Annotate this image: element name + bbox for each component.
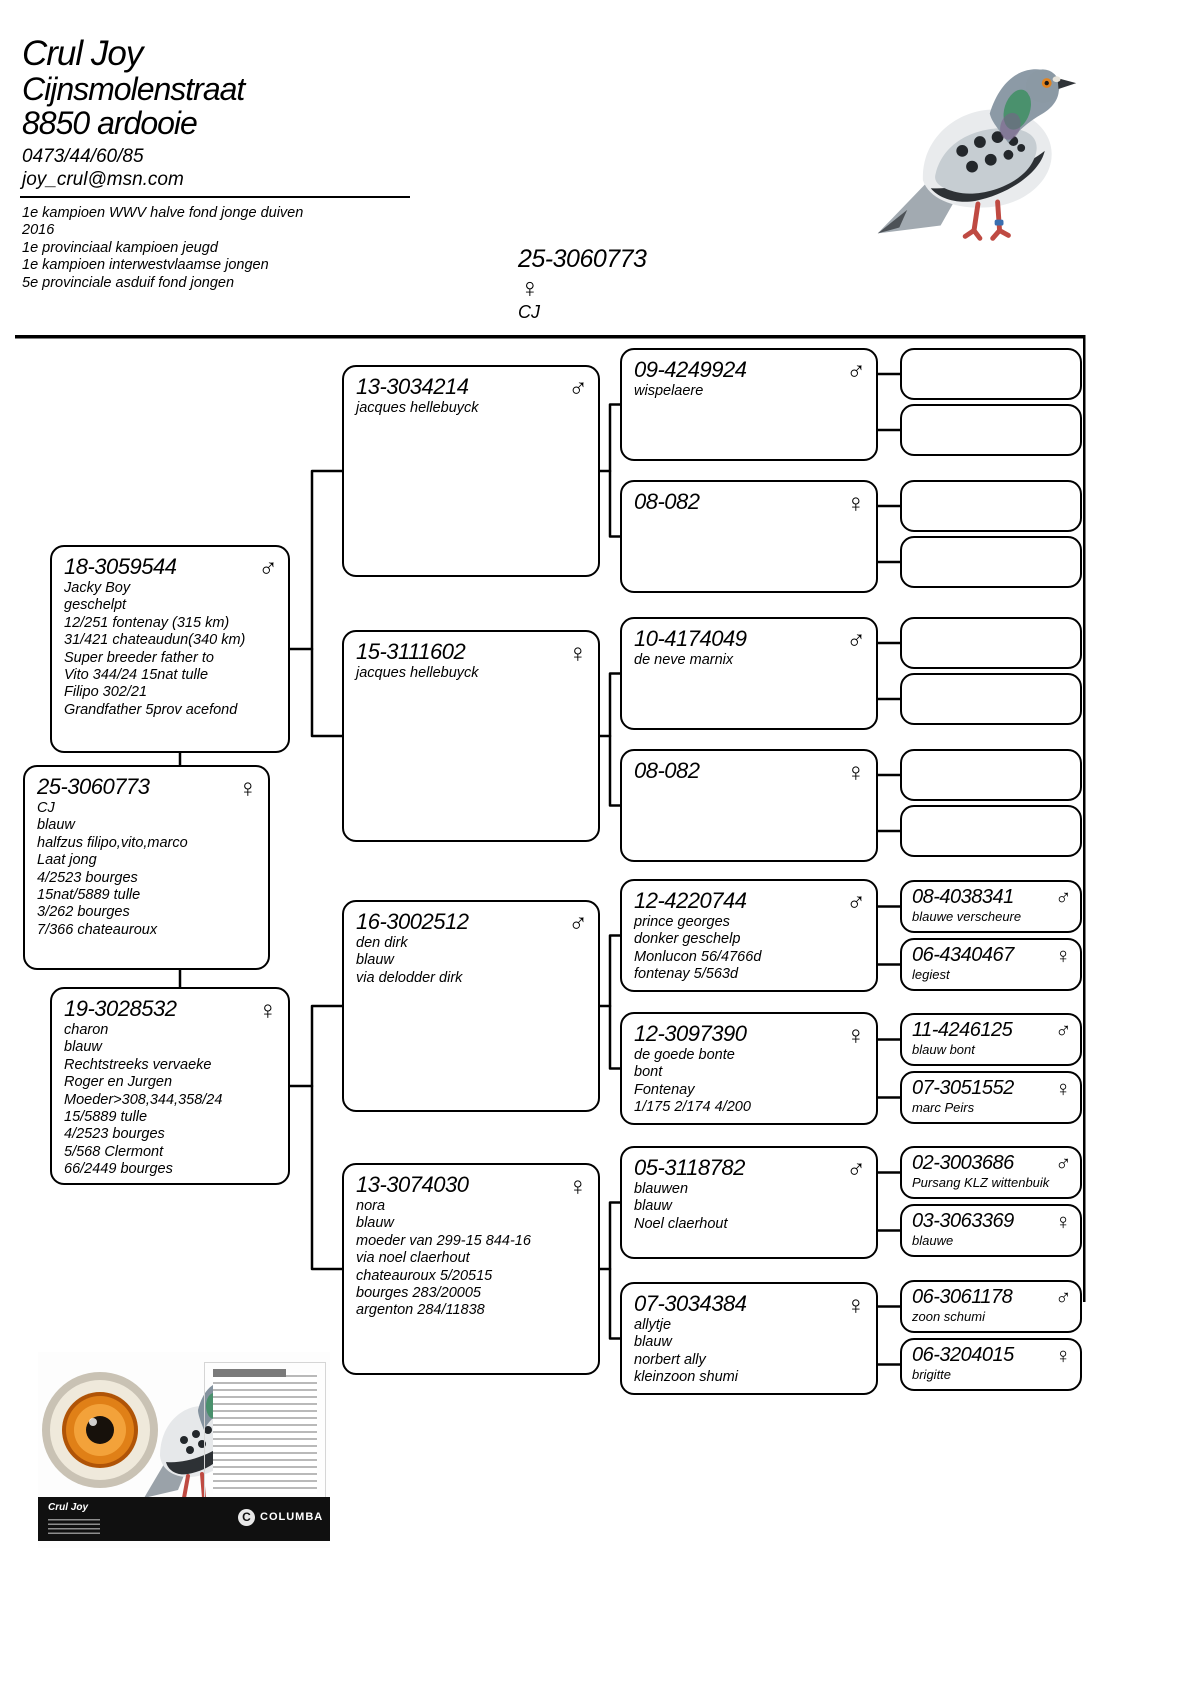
detail-line: fontenay 5/563d xyxy=(634,966,739,983)
ring-number: 13-3074030 xyxy=(356,1172,469,1197)
female-icon: ♀ xyxy=(844,1290,864,1320)
loft-name: Crul Joy xyxy=(22,34,143,73)
detail-line: blauw bont xyxy=(912,1042,975,1057)
ring-number: 08-082 xyxy=(634,758,700,783)
detail-line: 15/5889 tulle xyxy=(64,1109,148,1126)
male-icon: ♂ xyxy=(566,908,586,938)
detail-line: allytje xyxy=(634,1317,672,1333)
detail-line: nora xyxy=(356,1198,386,1214)
detail-line: chateauroux 5/20515 xyxy=(356,1267,493,1284)
male-icon: ♂ xyxy=(1053,885,1070,910)
detail-line: Pursang KLZ wittenbuik xyxy=(912,1175,1050,1190)
mini-card-title-bar xyxy=(213,1369,286,1377)
header-divider xyxy=(20,196,410,198)
detail-line: Vito 344/24 15nat tulle xyxy=(64,667,209,684)
detail-line: donker geschelp xyxy=(634,931,741,948)
pedigree-box-07-3034384 xyxy=(620,1282,878,1395)
detail-line: 66/2449 bourges xyxy=(64,1161,173,1178)
ring-number: 16-3002512 xyxy=(356,909,469,934)
empty-ancestor-box xyxy=(900,480,1082,532)
detail-line: Grandfather 5prov acefond xyxy=(64,701,238,718)
detail-line: geschelpt xyxy=(64,597,127,614)
ring-number: 19-3028532 xyxy=(64,996,177,1021)
detail-line: 4/2523 bourges xyxy=(37,869,138,886)
ring-number: 08-4038341 xyxy=(912,886,1014,908)
pedigree-box-03-3063369 xyxy=(900,1204,1082,1257)
pedigree-box-07-3051552 xyxy=(900,1071,1082,1124)
pedigree-box-06-4340467 xyxy=(900,938,1082,991)
detail-line: Super breeder father to xyxy=(64,649,214,666)
detail-line: 12/251 fontenay (315 km) xyxy=(64,614,230,631)
detail-line: 4/2523 bourges xyxy=(64,1126,165,1143)
detail-line: blauw xyxy=(64,1039,102,1056)
ring-number: 07-3051552 xyxy=(912,1077,1014,1099)
pedigree-box-06-3204015 xyxy=(900,1338,1082,1391)
female-icon: ♀ xyxy=(1053,1209,1070,1234)
female-icon: ♀ xyxy=(236,773,256,803)
phone-number: 0473/44/60/85 xyxy=(22,146,144,167)
detail-line: charon xyxy=(64,1022,109,1038)
ring-number: 07-3034384 xyxy=(634,1291,747,1316)
detail-line: Noel claerhout xyxy=(634,1215,728,1232)
collage-banner xyxy=(38,1497,330,1541)
detail-line: blauw xyxy=(37,817,75,834)
detail-line: via delodder dirk xyxy=(356,969,463,986)
female-icon: ♀ xyxy=(566,638,586,668)
detail-line: legiest xyxy=(912,967,950,982)
ring-number: 06-3061178 xyxy=(912,1286,1013,1308)
right-edge-rule xyxy=(1083,335,1086,1302)
empty-ancestor-box xyxy=(900,348,1082,400)
female-icon: ♀ xyxy=(844,488,864,518)
empty-ancestor-box xyxy=(900,749,1082,801)
detail-line: bourges 283/20005 xyxy=(356,1285,481,1302)
detail-line: Monlucon 56/4766d xyxy=(634,948,762,965)
detail-line: 1/175 2/174 4/200 xyxy=(634,1099,751,1116)
detail-line: Filipo 302/21 xyxy=(64,684,148,701)
banner-fine-print xyxy=(48,1516,100,1534)
pedigree-box-16-3002512 xyxy=(342,900,600,1112)
ring-number: 13-3034214 xyxy=(356,374,469,399)
pedigree-box-13-3034214 xyxy=(342,365,600,577)
detail-line: de goede bonte xyxy=(634,1047,735,1063)
detail-line: 7/366 chateauroux xyxy=(37,921,158,938)
ring-number: 12-3097390 xyxy=(634,1021,747,1046)
pedigree-box-12-4220744 xyxy=(620,879,878,992)
empty-ancestor-box xyxy=(900,536,1082,588)
ring-number: 03-3063369 xyxy=(912,1210,1014,1232)
ring-number: 18-3059544 xyxy=(64,554,177,579)
pedigree-box-19-3028532 xyxy=(50,987,290,1185)
male-icon: ♂ xyxy=(844,356,864,386)
pedigree-box-25-3060773 xyxy=(23,765,270,970)
detail-line: blauwen xyxy=(634,1181,689,1197)
detail-line: zoon schumi xyxy=(912,1309,985,1324)
detail-line: 15nat/5889 tulle xyxy=(37,887,141,904)
ring-number: 06-4340467 xyxy=(912,944,1014,966)
detail-line: 3/262 bourges xyxy=(37,904,130,921)
pedigree-box-18-3059544 xyxy=(50,545,290,753)
pedigree-box-05-3118782 xyxy=(620,1146,878,1259)
email-address: joy_crul@msn.com xyxy=(22,169,184,190)
detail-line: 1e kampioen WWV halve fond jonge duiven xyxy=(22,205,304,221)
female-icon: ♀ xyxy=(844,1020,864,1050)
ring-number: 10-4174049 xyxy=(634,626,747,651)
main-divider xyxy=(15,335,1085,339)
detail-line: Rechtstreeks vervaeke xyxy=(64,1056,212,1073)
address-city: 8850 ardooie xyxy=(22,105,197,141)
detail-line: den dirk xyxy=(356,935,408,951)
detail-line: blauwe xyxy=(912,1233,954,1248)
detail-line: jacques hellebuyck xyxy=(356,665,479,681)
male-icon: ♂ xyxy=(1053,1151,1070,1176)
detail-line: blauw xyxy=(634,1198,672,1215)
detail-line: Laat jong xyxy=(37,852,97,869)
columba-logo-text: COLUMBA xyxy=(260,1511,324,1523)
detail-line: Roger en Jurgen xyxy=(64,1074,173,1091)
photo-collage xyxy=(38,1352,330,1548)
ring-number: 11-4246125 xyxy=(912,1019,1013,1041)
male-icon: ♂ xyxy=(1053,1018,1070,1043)
empty-ancestor-box xyxy=(900,617,1082,669)
detail-line: jacques hellebuyck xyxy=(356,400,479,416)
empty-ancestor-box xyxy=(900,404,1082,456)
ring-number: 25-3060773 xyxy=(37,774,150,799)
ring-number: 02-3003686 xyxy=(912,1152,1014,1174)
ring-number: 12-4220744 xyxy=(634,888,747,913)
detail-line: CJ xyxy=(37,800,55,816)
pedigree-box-08-4038341 xyxy=(900,880,1082,933)
male-icon: ♂ xyxy=(844,887,864,917)
detail-line: 1e provinciaal kampioen jeugd xyxy=(22,239,218,256)
pedigree-box-11-4246125 xyxy=(900,1013,1082,1066)
detail-line: 1e kampioen interwestvlaamse jongen xyxy=(22,257,269,274)
detail-line: argenton 284/11838 xyxy=(356,1302,485,1319)
detail-line: Moeder>308,344,358/24 xyxy=(64,1091,223,1108)
detail-line: 2016 xyxy=(22,222,55,239)
detail-line: Jacky Boy xyxy=(64,580,131,596)
columba-logo-icon: C xyxy=(238,1509,255,1526)
detail-line: moeder van 299-15 844-16 xyxy=(356,1232,531,1249)
subject-title xyxy=(518,245,646,323)
subject-name: CJ xyxy=(518,302,540,322)
detail-line: 31/421 chateaudun(340 km) xyxy=(64,632,246,649)
banner-loft-name: Crul Joy xyxy=(48,1502,89,1513)
detail-line: via noel claerhout xyxy=(356,1250,470,1267)
detail-line: bont xyxy=(634,1064,663,1081)
ring-number: 15-3111602 xyxy=(356,639,466,664)
detail-line: marc Peirs xyxy=(912,1100,975,1115)
ring-number: 09-4249924 xyxy=(634,357,747,382)
address-street: Cijnsmolenstraat xyxy=(22,71,245,107)
female-icon: ♀ xyxy=(1053,1076,1070,1101)
detail-line: kleinzoon shumi xyxy=(634,1369,738,1386)
pedigree-box-15-3111602 xyxy=(342,630,600,842)
pedigree-box-02-3003686 xyxy=(900,1146,1082,1199)
empty-ancestor-box xyxy=(900,805,1082,857)
detail-line: blauw xyxy=(356,1215,394,1232)
pedigree-box-06-3061178 xyxy=(900,1280,1082,1333)
mini-pedigree-card xyxy=(204,1362,326,1504)
pedigree-box-08-082-a xyxy=(620,480,878,593)
pedigree-box-12-3097390 xyxy=(620,1012,878,1125)
detail-line: brigitte xyxy=(912,1367,952,1382)
achievements-list xyxy=(22,205,303,292)
ring-number: 08-082 xyxy=(634,489,700,514)
male-icon: ♂ xyxy=(566,373,586,403)
empty-ancestor-box xyxy=(900,673,1082,725)
subject-ring-number: 25-3060773 xyxy=(518,245,647,273)
detail-line: 5/568 Clermont xyxy=(64,1143,164,1160)
pedigree-box-09-4249924 xyxy=(620,348,878,461)
female-icon: ♀ xyxy=(518,273,539,303)
detail-line: blauw xyxy=(356,952,394,969)
detail-line: blauw xyxy=(634,1334,672,1351)
ring-number: 06-3204015 xyxy=(912,1344,1014,1366)
detail-line: blauwe verscheure xyxy=(912,909,1022,924)
detail-line: de neve marnix xyxy=(634,652,734,668)
detail-line: 5e provinciale asduif fond jongen xyxy=(22,274,235,291)
detail-line: halfzus filipo,vito,marco xyxy=(37,834,188,851)
male-icon: ♂ xyxy=(1053,1285,1070,1310)
pedigree-box-08-082-b xyxy=(620,749,878,862)
pedigree-box-10-4174049 xyxy=(620,617,878,730)
pigeon-photo xyxy=(862,30,1088,258)
detail-line: Fontenay xyxy=(634,1081,695,1098)
female-icon: ♀ xyxy=(844,757,864,787)
male-icon: ♂ xyxy=(256,553,276,583)
detail-line: wispelaere xyxy=(634,383,704,399)
female-icon: ♀ xyxy=(566,1171,586,1201)
male-icon: ♂ xyxy=(844,1154,864,1184)
female-icon: ♀ xyxy=(256,995,276,1025)
female-icon: ♀ xyxy=(1053,943,1070,968)
detail-line: norbert ally xyxy=(634,1351,706,1368)
detail-line: prince georges xyxy=(634,914,730,930)
female-icon: ♀ xyxy=(1053,1343,1070,1368)
male-icon: ♂ xyxy=(844,625,864,655)
pedigree-box-13-3074030 xyxy=(342,1163,600,1375)
ring-number: 05-3118782 xyxy=(634,1155,745,1180)
